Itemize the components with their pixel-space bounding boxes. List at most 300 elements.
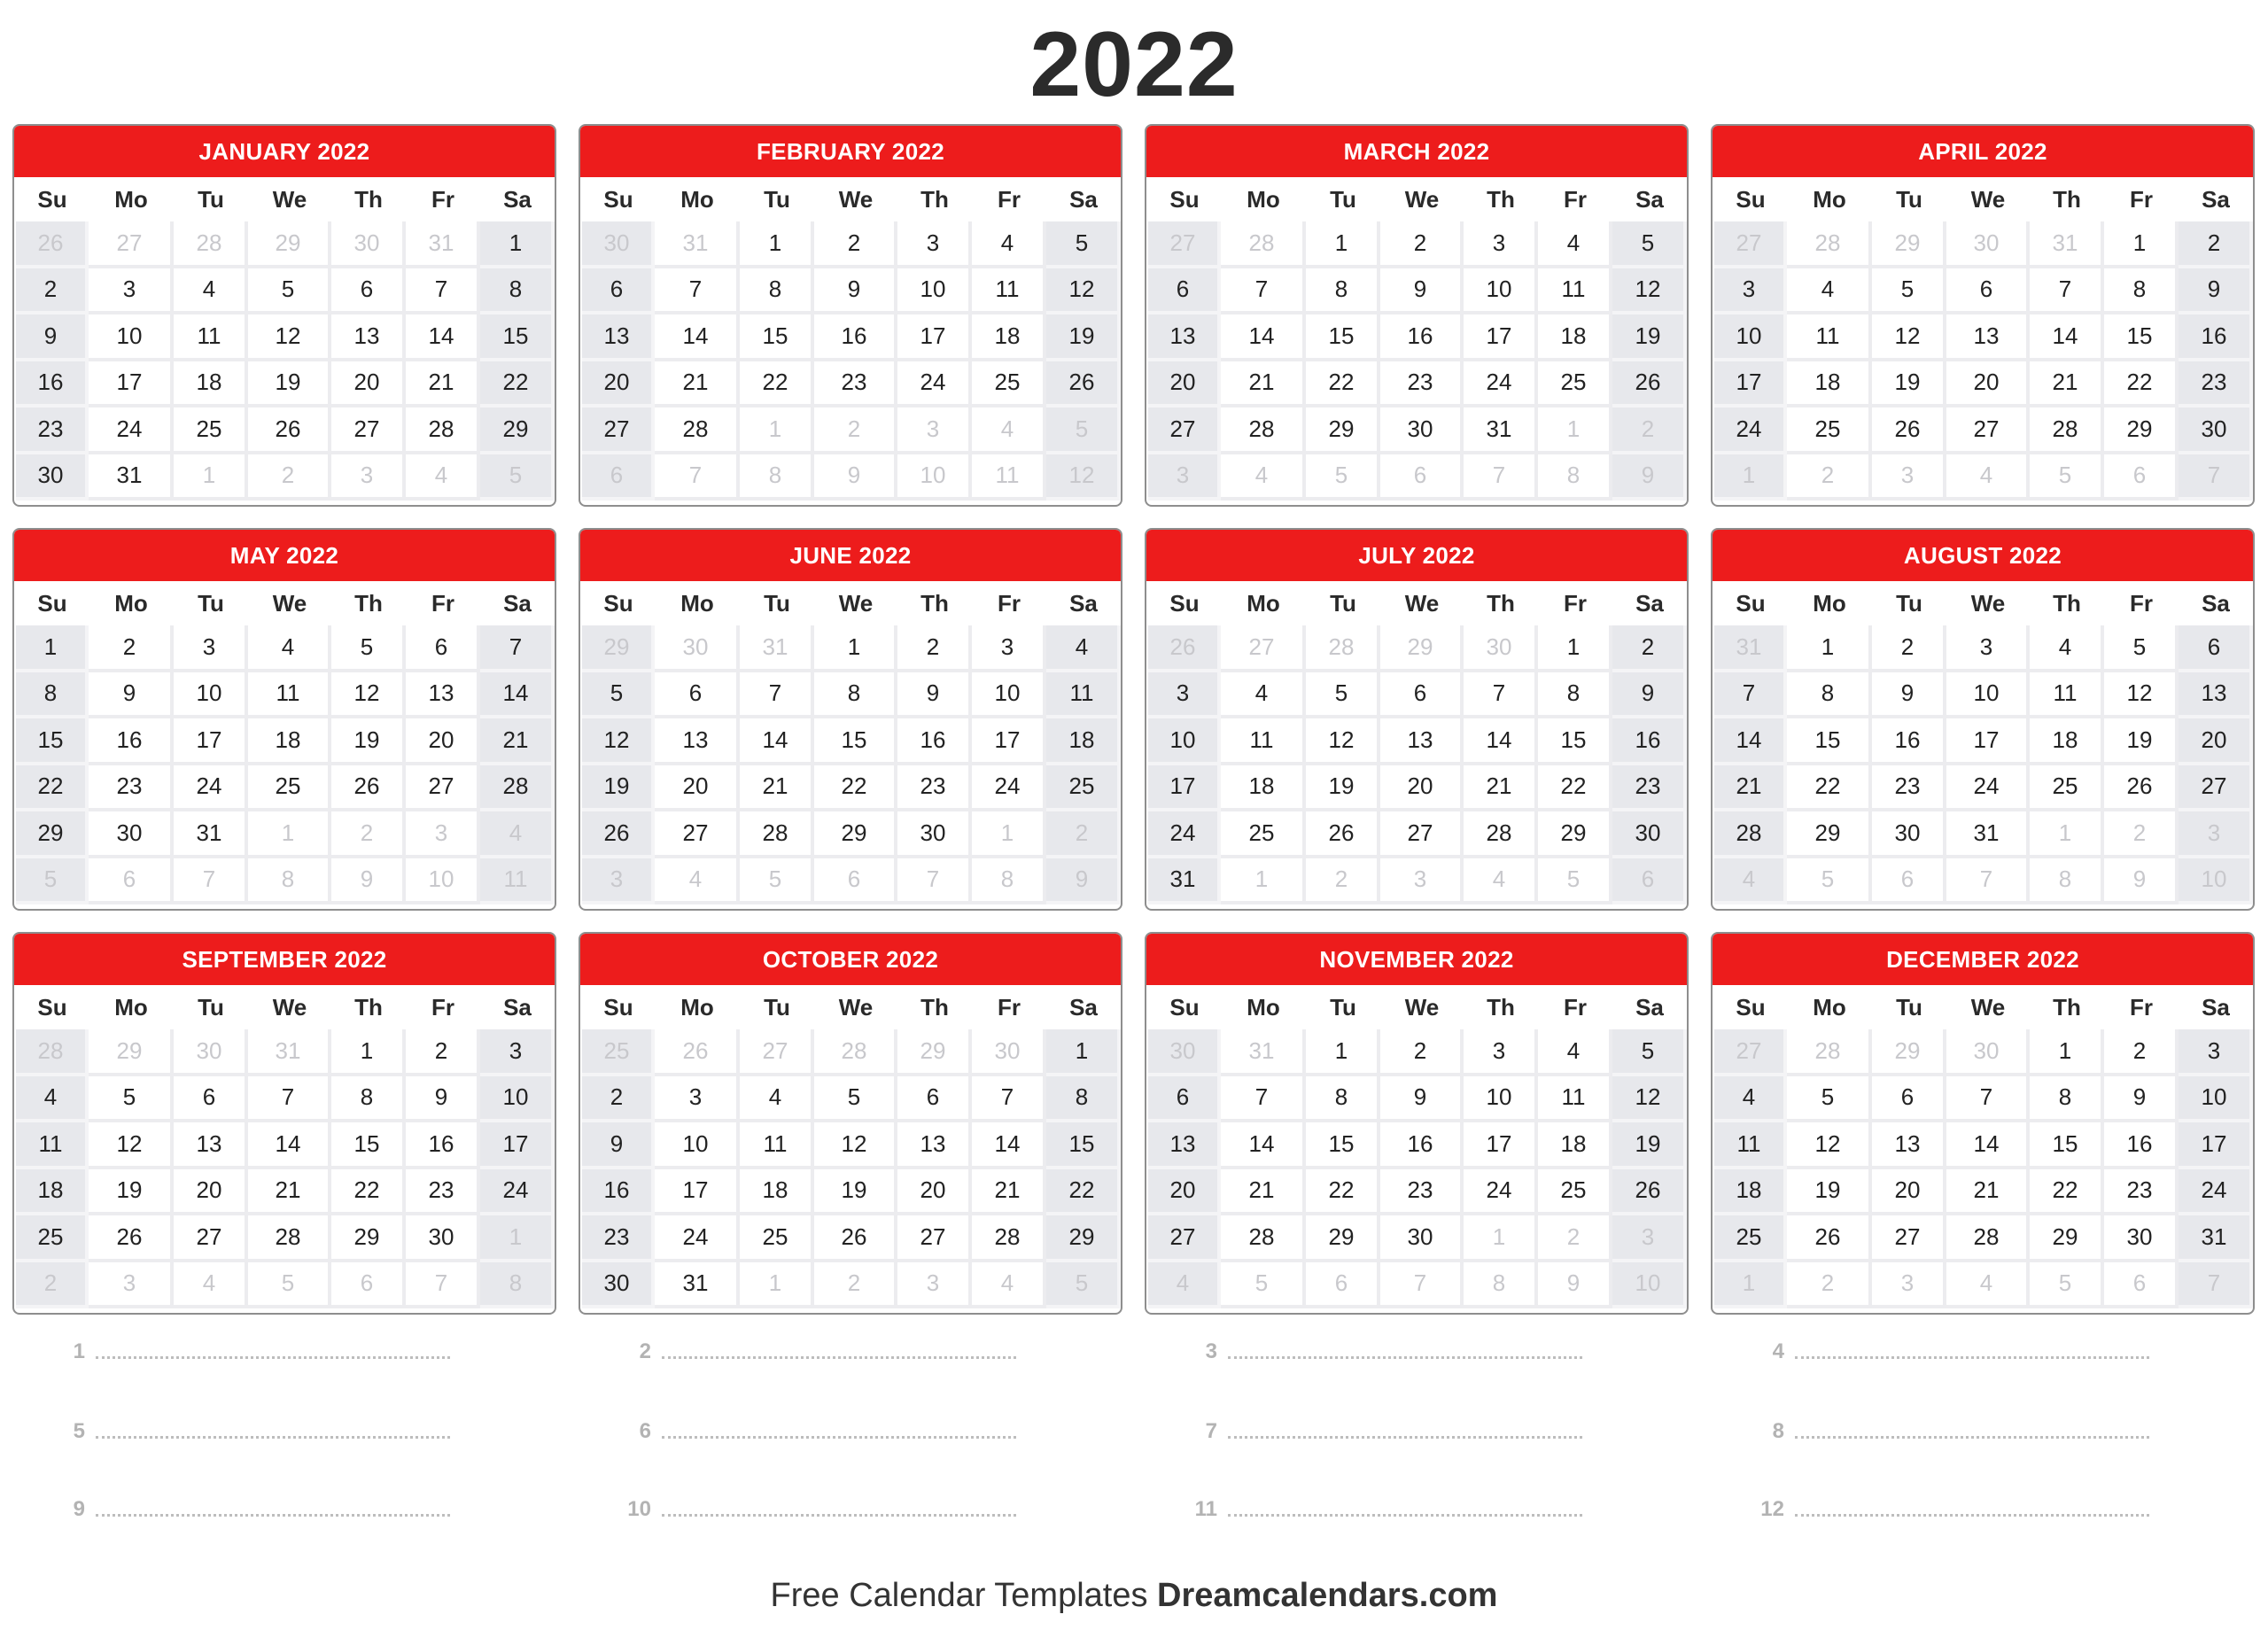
- weekday-label: Th: [2053, 993, 2081, 1021]
- day-cell: 27: [406, 765, 480, 812]
- day-cell: 14: [972, 1122, 1046, 1169]
- day-cell: 6: [406, 625, 480, 672]
- weekday-label: Th: [2053, 589, 2081, 617]
- day-cell: 31: [89, 454, 174, 501]
- day-cell: 4: [16, 1076, 89, 1123]
- day-cell: 24: [480, 1169, 555, 1216]
- day-cell: 22: [1046, 1169, 1121, 1216]
- day-cell: 14: [248, 1122, 331, 1169]
- days-grid: [1713, 985, 2253, 1308]
- day-cell: 19: [582, 765, 655, 812]
- day-cell: 2: [814, 221, 897, 268]
- weekday-label: Su: [1169, 993, 1200, 1021]
- day-cell: 16: [814, 314, 897, 361]
- dotted-line: [96, 1434, 450, 1439]
- day-cell: 3: [1148, 672, 1221, 719]
- day-cell: 19: [1872, 361, 1946, 408]
- day-cell: 23: [2179, 361, 2253, 408]
- day-cell: 13: [582, 314, 655, 361]
- day-cell: 21: [480, 718, 555, 765]
- day-cell-other-month: 10: [406, 858, 480, 905]
- day-cell-other-month: 30: [655, 625, 740, 672]
- day-cell: 2: [2179, 221, 2253, 268]
- day-cell: 18: [248, 718, 331, 765]
- day-cell: 28: [1464, 811, 1538, 858]
- day-cell: 5: [248, 268, 331, 315]
- day-cell: 23: [16, 408, 89, 454]
- note-line[interactable]: [1191, 1419, 1582, 1444]
- day-cell-other-month: 10: [1612, 1262, 1687, 1309]
- days-grid: [14, 177, 555, 501]
- day-cell: 2: [2104, 1029, 2179, 1076]
- day-cell: 18: [1221, 765, 1306, 812]
- day-cell: 29: [480, 408, 555, 454]
- day-cell-other-month: 28: [1221, 221, 1306, 268]
- weekday-label: Su: [603, 589, 633, 617]
- day-cell: 26: [582, 811, 655, 858]
- day-cell: 19: [89, 1169, 174, 1216]
- day-cell: 3: [1714, 268, 1787, 315]
- weekday-label: Su: [603, 993, 633, 1021]
- day-cell-other-month: 2: [2104, 811, 2179, 858]
- weekday-label: Th: [1487, 589, 1515, 617]
- day-cell-other-month: 3: [406, 811, 480, 858]
- day-cell: 21: [248, 1169, 331, 1216]
- day-cell: 8: [1306, 1076, 1380, 1123]
- day-cell-other-month: 1: [1714, 454, 1787, 501]
- day-cell: 12: [331, 672, 406, 719]
- day-cell-other-month: 4: [972, 1262, 1046, 1309]
- day-cell: 18: [972, 314, 1046, 361]
- days-grid: [1146, 177, 1687, 501]
- footer-brand-link[interactable]: Dreamcalendars.com: [1157, 1577, 1498, 1614]
- day-cell-other-month: 2: [1538, 1215, 1612, 1262]
- day-cell: 22: [331, 1169, 406, 1216]
- day-cell: 4: [1538, 1029, 1612, 1076]
- weekday-label: Mo: [1813, 589, 1846, 617]
- note-number: 1: [73, 1339, 85, 1363]
- day-cell: 31: [1148, 858, 1221, 905]
- day-cell-other-month: 6: [2104, 1262, 2179, 1309]
- day-cell: 2: [582, 1076, 655, 1123]
- month-card: [1711, 932, 2255, 1315]
- day-cell: 7: [972, 1076, 1046, 1123]
- day-cell-other-month: 3: [1380, 858, 1464, 905]
- day-cell: 13: [1946, 314, 2030, 361]
- day-cell: 17: [972, 718, 1046, 765]
- day-cell-other-month: 2: [1046, 811, 1121, 858]
- day-cell: 2: [1380, 1029, 1464, 1076]
- weekday-label: Tu: [764, 589, 790, 617]
- day-cell: 13: [1380, 718, 1464, 765]
- note-number: 11: [1194, 1497, 1217, 1521]
- day-cell-other-month: 5: [2030, 1262, 2104, 1309]
- day-cell-other-month: 6: [1612, 858, 1687, 905]
- day-cell: 31: [174, 811, 248, 858]
- day-cell: 2: [897, 625, 972, 672]
- day-cell: 21: [972, 1169, 1046, 1216]
- day-cell-other-month: 5: [1046, 408, 1121, 454]
- day-cell: 3: [2179, 1029, 2253, 1076]
- day-cell-other-month: 11: [480, 858, 555, 905]
- weekday-label: Th: [354, 185, 383, 213]
- day-cell: 23: [406, 1169, 480, 1216]
- day-cell: 22: [1787, 765, 1872, 812]
- day-cell: 24: [89, 408, 174, 454]
- day-cell: 23: [1380, 361, 1464, 408]
- day-cell: 26: [1612, 1169, 1687, 1216]
- day-cell: 2: [1612, 625, 1687, 672]
- day-cell-other-month: 2: [1612, 408, 1687, 454]
- day-cell: 30: [897, 811, 972, 858]
- day-cell: 8: [814, 672, 897, 719]
- day-cell: 6: [2179, 625, 2253, 672]
- note-number: 10: [627, 1497, 651, 1521]
- day-cell: 27: [1946, 408, 2030, 454]
- day-cell: 26: [1787, 1215, 1872, 1262]
- day-cell-other-month: 30: [1464, 625, 1538, 672]
- note-line[interactable]: [58, 1419, 450, 1444]
- day-cell-other-month: 2: [1787, 1262, 1872, 1309]
- weekday-label: We: [272, 589, 307, 617]
- dotted-line: [662, 1512, 1016, 1517]
- days-grid: [1146, 985, 1687, 1308]
- day-cell: 15: [1306, 314, 1380, 361]
- day-cell: 21: [406, 361, 480, 408]
- day-cell: 4: [1714, 1076, 1787, 1123]
- day-cell: 12: [1612, 268, 1687, 315]
- day-cell: 20: [174, 1169, 248, 1216]
- day-cell: 24: [1464, 361, 1538, 408]
- day-cell: 28: [655, 408, 740, 454]
- day-cell: 3: [174, 625, 248, 672]
- day-cell: 19: [2104, 718, 2179, 765]
- day-cell-other-month: 3: [1872, 1262, 1946, 1309]
- day-cell: 9: [406, 1076, 480, 1123]
- day-cell: 5: [1787, 1076, 1872, 1123]
- day-cell-other-month: 30: [972, 1029, 1046, 1076]
- day-cell: 8: [331, 1076, 406, 1123]
- note-number: 8: [1772, 1419, 1784, 1443]
- month-title: JANUARY 2022: [14, 126, 555, 177]
- day-cell-other-month: 2: [331, 811, 406, 858]
- weekday-label: Su: [1169, 589, 1200, 617]
- day-cell: 16: [897, 718, 972, 765]
- day-cell-other-month: 30: [331, 221, 406, 268]
- days-grid: [580, 177, 1121, 501]
- day-cell: 27: [331, 408, 406, 454]
- day-cell-other-month: 6: [1872, 858, 1946, 905]
- day-cell-other-month: 3: [1872, 454, 1946, 501]
- day-cell-other-month: 27: [740, 1029, 814, 1076]
- weekday-label: Fr: [1564, 589, 1587, 617]
- day-cell: 10: [1464, 268, 1538, 315]
- day-cell: 11: [1538, 1076, 1612, 1123]
- day-cell: 8: [480, 268, 555, 315]
- day-cell: 13: [1872, 1122, 1946, 1169]
- weekday-label: Th: [1487, 993, 1515, 1021]
- month-title: JULY 2022: [1146, 530, 1687, 581]
- day-cell-other-month: 29: [1872, 1029, 1946, 1076]
- weekday-label: Sa: [503, 993, 532, 1021]
- day-cell: 11: [16, 1122, 89, 1169]
- weekday-label: Fr: [998, 185, 1021, 213]
- day-cell: 1: [480, 221, 555, 268]
- day-cell: 21: [1946, 1169, 2030, 1216]
- day-cell-other-month: 6: [582, 454, 655, 501]
- day-cell-other-month: 5: [740, 858, 814, 905]
- weekday-label: Mo: [1813, 993, 1846, 1021]
- day-cell: 12: [1787, 1122, 1872, 1169]
- weekday-label: We: [1404, 993, 1440, 1021]
- day-cell: 25: [740, 1215, 814, 1262]
- day-cell: 15: [2104, 314, 2179, 361]
- weekday-label: Su: [1736, 993, 1766, 1021]
- weekday-label: Fr: [2130, 185, 2153, 213]
- day-cell-other-month: 1: [1221, 858, 1306, 905]
- day-cell: 14: [2030, 314, 2104, 361]
- weekday-label: Tu: [764, 993, 790, 1021]
- note-line[interactable]: [625, 1339, 1016, 1364]
- day-cell: 25: [16, 1215, 89, 1262]
- day-cell: 25: [248, 765, 331, 812]
- weekday-label: Su: [37, 185, 67, 213]
- day-cell: 19: [1787, 1169, 1872, 1216]
- day-cell: 24: [2179, 1169, 2253, 1216]
- day-cell: 27: [1148, 408, 1221, 454]
- day-cell-other-month: 8: [1464, 1262, 1538, 1309]
- day-cell: 14: [1221, 314, 1306, 361]
- day-cell: 3: [972, 625, 1046, 672]
- year-title: 2022: [1029, 13, 1239, 116]
- weekday-label: Sa: [1635, 185, 1664, 213]
- day-cell: 12: [2104, 672, 2179, 719]
- months-grid: [12, 124, 2256, 1315]
- day-cell: 1: [814, 625, 897, 672]
- day-cell-other-month: 5: [2030, 454, 2104, 501]
- day-cell: 31: [1946, 811, 2030, 858]
- month-title: MARCH 2022: [1146, 126, 1687, 177]
- day-cell: 11: [740, 1122, 814, 1169]
- day-cell: 23: [2104, 1169, 2179, 1216]
- weekday-label: Mo: [1247, 589, 1280, 617]
- day-cell: 30: [1872, 811, 1946, 858]
- day-cell: 5: [1612, 1029, 1687, 1076]
- day-cell: 15: [814, 718, 897, 765]
- day-cell: 5: [1046, 221, 1121, 268]
- day-cell: 10: [1464, 1076, 1538, 1123]
- day-cell: 2: [16, 268, 89, 315]
- weekday-label: Tu: [1896, 185, 1922, 213]
- day-cell-other-month: 4: [1714, 858, 1787, 905]
- day-cell: 21: [1464, 765, 1538, 812]
- day-cell: 28: [1221, 1215, 1306, 1262]
- day-cell: 5: [1872, 268, 1946, 315]
- day-cell: 10: [89, 314, 174, 361]
- day-cell: 22: [740, 361, 814, 408]
- day-cell-other-month: 5: [16, 858, 89, 905]
- day-cell-other-month: 3: [897, 408, 972, 454]
- month-card: [579, 124, 1122, 507]
- day-cell: 20: [2179, 718, 2253, 765]
- day-cell: 19: [1612, 1122, 1687, 1169]
- day-cell: 17: [1464, 1122, 1538, 1169]
- day-cell: 27: [1380, 811, 1464, 858]
- day-cell: 24: [972, 765, 1046, 812]
- day-cell: 28: [1221, 408, 1306, 454]
- day-cell: 26: [89, 1215, 174, 1262]
- day-cell-other-month: 25: [582, 1029, 655, 1076]
- day-cell: 12: [582, 718, 655, 765]
- day-cell: 14: [1221, 1122, 1306, 1169]
- weekday-label: Sa: [1635, 993, 1664, 1021]
- day-cell: 25: [1221, 811, 1306, 858]
- day-cell: 15: [1306, 1122, 1380, 1169]
- day-cell: 5: [1306, 672, 1380, 719]
- day-cell-other-month: 8: [740, 454, 814, 501]
- note-number: 6: [639, 1419, 651, 1443]
- day-cell: 7: [1714, 672, 1787, 719]
- note-line[interactable]: [1758, 1497, 2149, 1522]
- day-cell: 12: [814, 1122, 897, 1169]
- day-cell: 25: [1787, 408, 1872, 454]
- day-cell: 3: [655, 1076, 740, 1123]
- note-line[interactable]: [1191, 1339, 1582, 1364]
- day-cell: 20: [406, 718, 480, 765]
- day-cell-other-month: 29: [248, 221, 331, 268]
- day-cell: 1: [2104, 221, 2179, 268]
- day-cell: 10: [1714, 314, 1787, 361]
- day-cell-other-month: 31: [655, 221, 740, 268]
- day-cell: 7: [655, 268, 740, 315]
- day-cell: 7: [406, 268, 480, 315]
- weekday-label: Tu: [1896, 589, 1922, 617]
- day-cell: 18: [1538, 314, 1612, 361]
- day-cell: 18: [1046, 718, 1121, 765]
- note-number: 9: [73, 1497, 85, 1521]
- day-cell: 12: [1306, 718, 1380, 765]
- day-cell: 25: [972, 361, 1046, 408]
- weekday-label: We: [838, 993, 874, 1021]
- day-cell: 3: [480, 1029, 555, 1076]
- day-cell-other-month: 6: [1380, 454, 1464, 501]
- day-cell-other-month: 28: [1306, 625, 1380, 672]
- weekday-label: Mo: [1813, 185, 1846, 213]
- note-line[interactable]: [625, 1497, 1016, 1522]
- day-cell: 1: [1538, 625, 1612, 672]
- note-line[interactable]: [1758, 1419, 2149, 1444]
- day-cell: 14: [406, 314, 480, 361]
- weekday-label: We: [838, 589, 874, 617]
- note-line[interactable]: [625, 1419, 1016, 1444]
- note-line[interactable]: [1758, 1339, 2149, 1364]
- day-cell: 26: [1046, 361, 1121, 408]
- weekday-label: Tu: [1330, 993, 1356, 1021]
- day-cell: 10: [655, 1122, 740, 1169]
- weekday-label: Fr: [431, 993, 454, 1021]
- day-cell: 24: [1148, 811, 1221, 858]
- weekday-label: Th: [354, 589, 383, 617]
- day-cell: 4: [2030, 625, 2104, 672]
- day-cell: 8: [740, 268, 814, 315]
- weekday-label: Sa: [2202, 185, 2230, 213]
- day-cell: 1: [740, 221, 814, 268]
- day-cell: 20: [582, 361, 655, 408]
- day-cell: 31: [2179, 1215, 2253, 1262]
- day-cell: 23: [1872, 765, 1946, 812]
- day-cell: 27: [1148, 1215, 1221, 1262]
- day-cell: 23: [814, 361, 897, 408]
- day-cell: 22: [16, 765, 89, 812]
- day-cell-other-month: 1: [1538, 408, 1612, 454]
- day-cell: 12: [248, 314, 331, 361]
- weekday-label: Fr: [2130, 993, 2153, 1021]
- day-cell: 20: [1872, 1169, 1946, 1216]
- day-cell: 18: [1538, 1122, 1612, 1169]
- day-cell-other-month: 30: [582, 221, 655, 268]
- day-cell-other-month: 9: [1612, 454, 1687, 501]
- note-line[interactable]: [1191, 1497, 1582, 1522]
- day-cell: 1: [1306, 221, 1380, 268]
- day-cell-other-month: 10: [2179, 858, 2253, 905]
- day-cell-other-month: 1: [1464, 1215, 1538, 1262]
- day-cell: 30: [582, 1262, 655, 1309]
- day-cell: 9: [89, 672, 174, 719]
- day-cell-other-month: 7: [2179, 454, 2253, 501]
- day-cell: 29: [1787, 811, 1872, 858]
- day-cell: 9: [1612, 672, 1687, 719]
- day-cell: 4: [1221, 672, 1306, 719]
- day-cell: 23: [582, 1215, 655, 1262]
- day-cell-other-month: 2: [248, 454, 331, 501]
- day-cell: 27: [897, 1215, 972, 1262]
- day-cell: 21: [740, 765, 814, 812]
- day-cell-other-month: 1: [740, 1262, 814, 1309]
- day-cell-other-month: 4: [655, 858, 740, 905]
- day-cell-other-month: 5: [1221, 1262, 1306, 1309]
- note-line[interactable]: [58, 1339, 450, 1364]
- dotted-line: [1795, 1434, 2149, 1439]
- note-line[interactable]: [58, 1497, 450, 1522]
- day-cell: 6: [174, 1076, 248, 1123]
- day-cell: 24: [174, 765, 248, 812]
- weekday-label: Sa: [1069, 993, 1098, 1021]
- weekday-label: We: [1970, 993, 2006, 1021]
- month-title: JUNE 2022: [580, 530, 1121, 581]
- day-cell: 5: [582, 672, 655, 719]
- day-cell: 15: [2030, 1122, 2104, 1169]
- day-cell: 21: [1714, 765, 1787, 812]
- weekday-label: Fr: [431, 589, 454, 617]
- day-cell: 26: [2104, 765, 2179, 812]
- day-cell-other-month: 4: [406, 454, 480, 501]
- weekday-label: Fr: [1564, 993, 1587, 1021]
- day-cell-other-month: 30: [1946, 221, 2030, 268]
- day-cell: 26: [248, 408, 331, 454]
- weekday-label: Th: [2053, 185, 2081, 213]
- weekday-label: We: [272, 993, 307, 1021]
- day-cell: 19: [248, 361, 331, 408]
- day-cell: 13: [1148, 314, 1221, 361]
- day-cell-other-month: 4: [972, 408, 1046, 454]
- day-cell: 17: [1464, 314, 1538, 361]
- day-cell: 6: [582, 268, 655, 315]
- day-cell-other-month: 3: [582, 858, 655, 905]
- day-cell: 3: [89, 268, 174, 315]
- day-cell-other-month: 1: [480, 1215, 555, 1262]
- day-cell-other-month: 28: [16, 1029, 89, 1076]
- day-cell: 30: [1380, 408, 1464, 454]
